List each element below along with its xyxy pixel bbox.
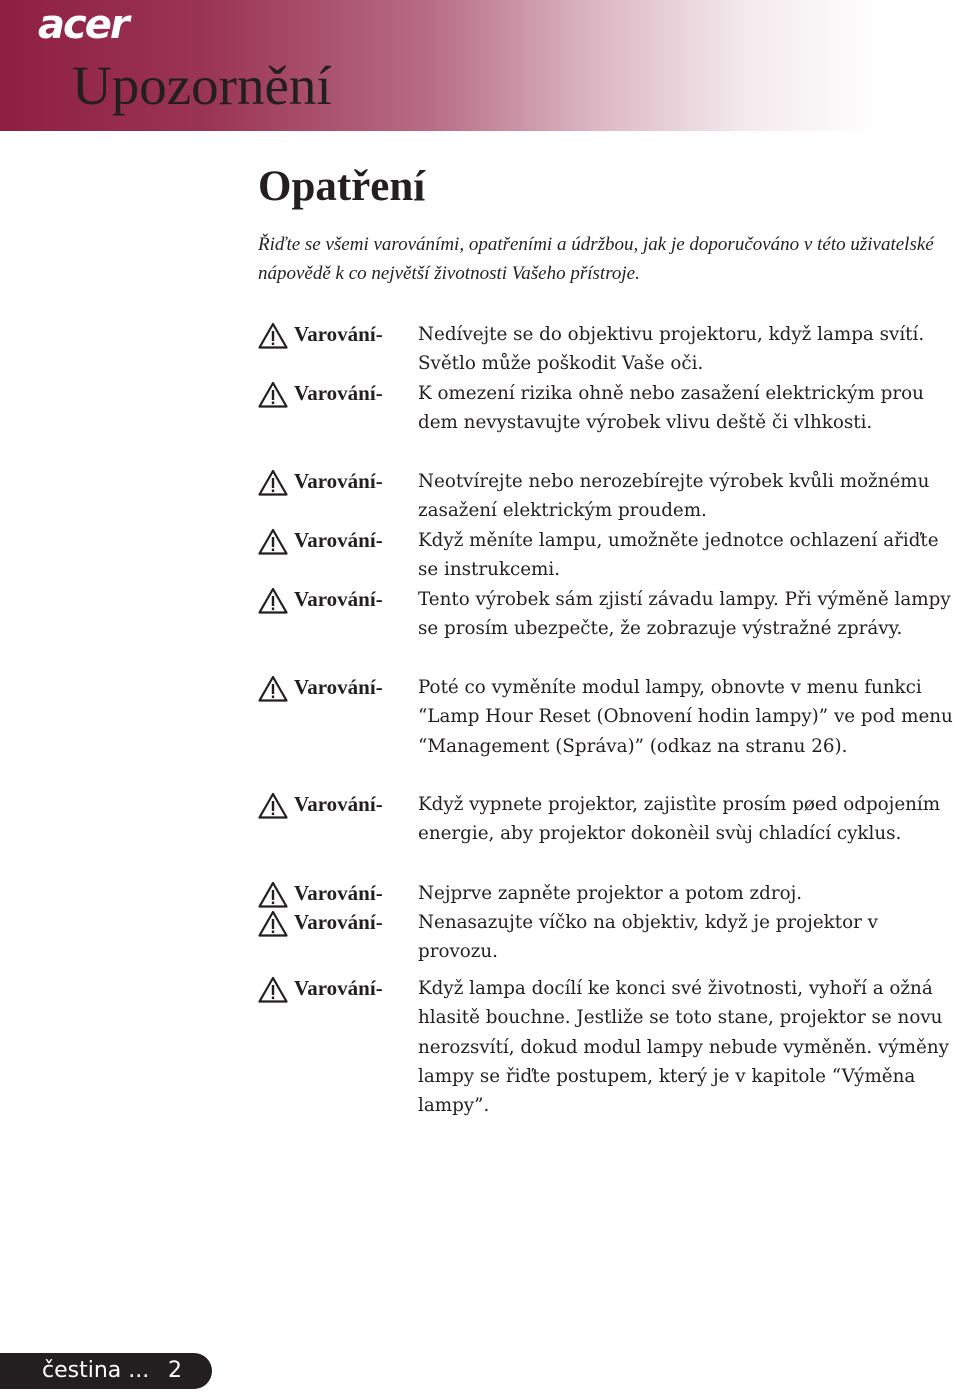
- warning-label: Varování-: [294, 587, 383, 611]
- warning-triangle-icon: [258, 587, 288, 614]
- warning-triangle-icon: [258, 381, 288, 408]
- warning-label: Varování-: [294, 528, 383, 552]
- warning-label: Varování-: [294, 881, 383, 905]
- warning-text: Poté co vyměníte modul lampy, obnovte v menu funkci “Lamp Hour Reset (Obnovení hodin lampy)” ve pod menu “Management (Správa)” (odkaz na stranu 26).: [418, 677, 953, 757]
- warning-label: Varování-: [294, 469, 383, 493]
- warning-triangle-icon: [258, 528, 288, 555]
- warning-triangle-icon: [258, 910, 288, 937]
- acer-logo: acer: [38, 2, 128, 48]
- page-footer: [0, 1353, 212, 1389]
- footer-language: čestina ...: [42, 1358, 150, 1383]
- warning-text: Když vypnete projektor, zajistìte prosím pøed odpojením energie, aby projektor dokonèil svùj chladící cyklus.: [418, 794, 941, 845]
- warning-label: Varování-: [294, 675, 383, 699]
- intro-paragraph: Řiďte se všemi varováními, opatřeními a údržbou, jak je doporučováno v této uživatelské nápovědě k co největší životnosti Vašeho přístroje.: [258, 234, 934, 284]
- section-title: Opatření: [258, 163, 426, 210]
- warning-triangle-icon: [258, 881, 288, 908]
- warning-label: Varování-: [294, 792, 383, 816]
- warning-triangle-icon: [258, 322, 288, 349]
- warning-text: Nenasazujte víčko na objektiv, když je projektor v provozu.: [418, 912, 878, 963]
- warning-text: Nedívejte se do objektivu projektoru, když lampa svítí. Světlo může poškodit Vaše oči.: [418, 324, 925, 375]
- warning-triangle-icon: [258, 469, 288, 496]
- warning-text: Neotvírejte nebo nerozebírejte výrobek kvůli možnému zasažení elektrickým proudem.: [418, 471, 930, 522]
- warning-triangle-icon: [258, 792, 288, 819]
- warning-triangle-icon: [258, 976, 288, 1003]
- chapter-title: Upozornění: [72, 55, 332, 116]
- warning-label: Varování-: [294, 381, 383, 405]
- warning-text: K omezení rizika ohně nebo zasažení elektrickým prou dem nevystavujte výrobek vlivu deště či vlhkosti.: [418, 383, 924, 434]
- warning-triangle-icon: [258, 675, 288, 702]
- page-header: [0, 0, 960, 131]
- warning-label: Varování-: [294, 322, 383, 346]
- warning-label: Varování-: [294, 910, 383, 934]
- warning-text: Když měníte lampu, umožněte jednotce ochlazení ařiďte se instrukcemi.: [418, 530, 939, 581]
- warning-text: Když lampa docílí ke konci své životnosti, vyhoří a ožná hlasitě bouchne. Jestliže se toto stane, projektor se novu nerozsvítí, dokud modul lampy nebude vyměněn. výměny lampy se řiďte postupem, který je v kapitole “Výměna lampy”.: [418, 978, 949, 1117]
- page-number: 2: [168, 1358, 182, 1383]
- warning-label: Varování-: [294, 976, 383, 1000]
- warning-text: Tento výrobek sám zjistí závadu lampy. Při výměně lampy se prosím ubezpečte, že zobrazuje výstražné zprávy.: [418, 589, 951, 640]
- warning-text: Nejprve zapněte projektor a potom zdroj.: [418, 883, 803, 904]
